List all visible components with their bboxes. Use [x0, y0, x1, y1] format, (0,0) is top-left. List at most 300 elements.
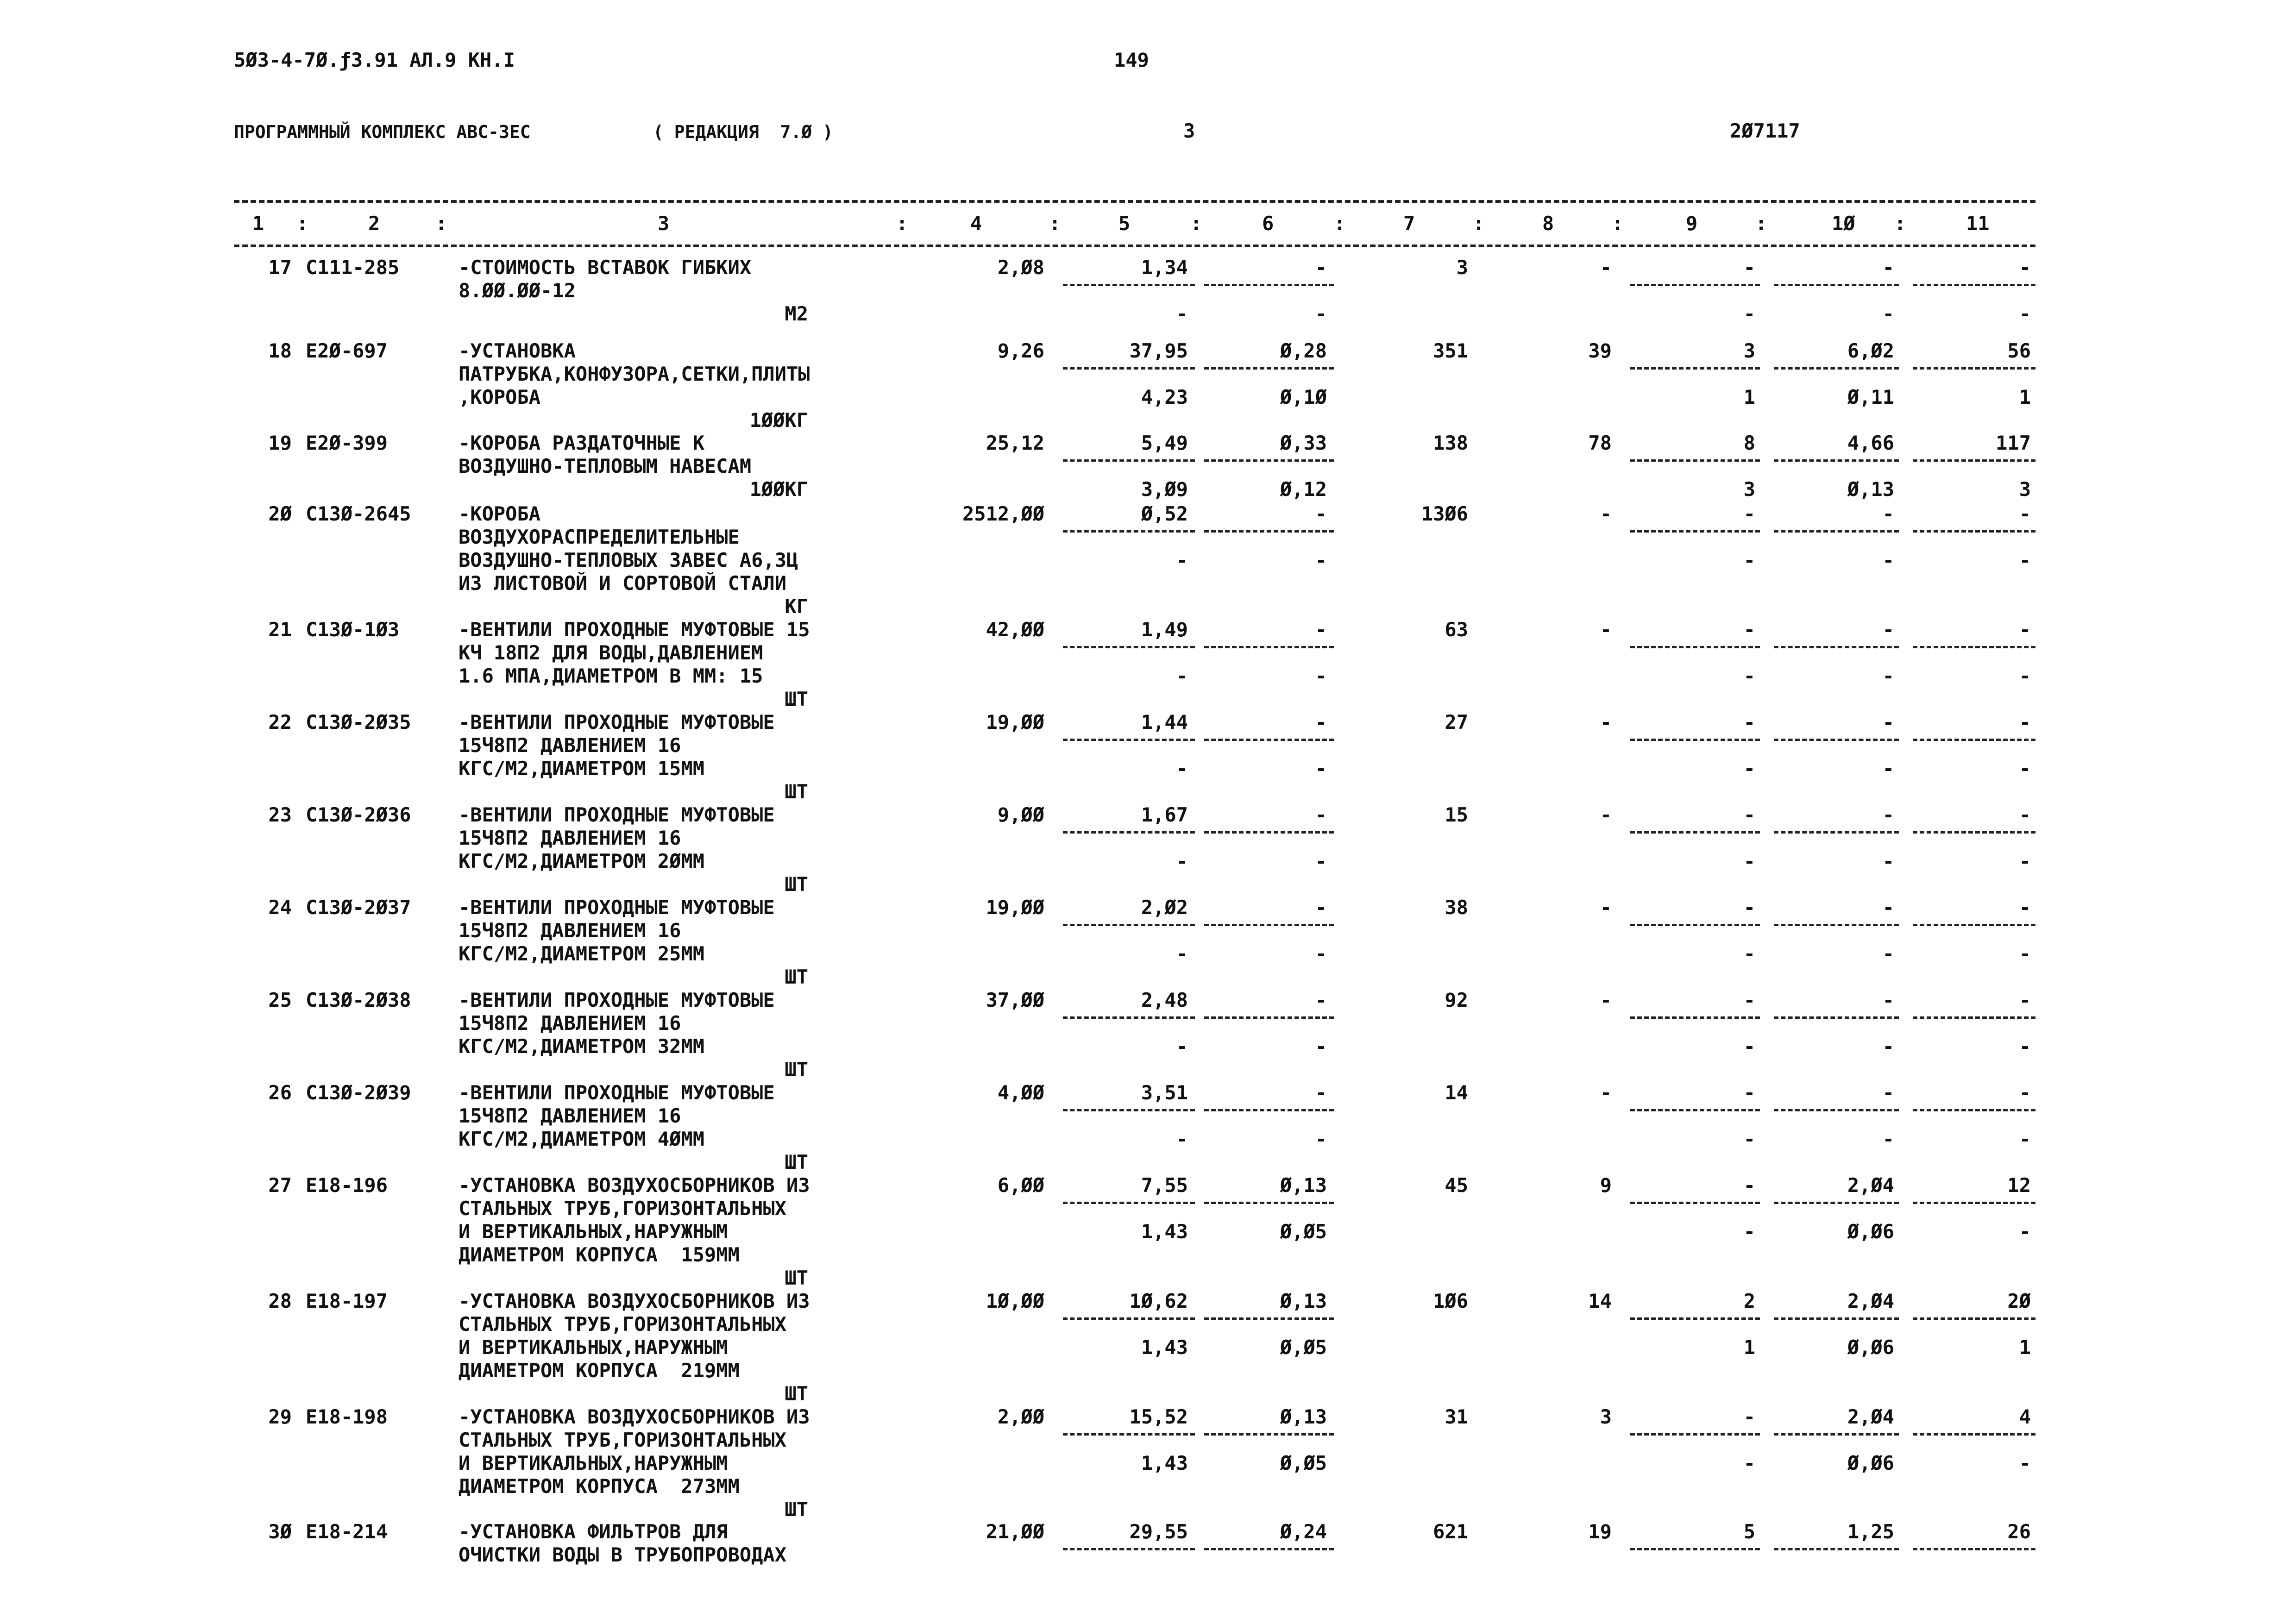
cell-subdivider	[1774, 459, 1899, 462]
row-number: 2Ø	[268, 502, 292, 525]
unit-cost-cell: 5,49	[1141, 432, 1188, 454]
operation-cost-cell: -	[1743, 618, 1755, 641]
unit-cost-cell: 2,48	[1141, 989, 1188, 1011]
unit-cost-cell: Ø,52	[1141, 502, 1188, 525]
description-line: ПАТРУБКА,КОНФУЗОРА,СЕТКИ,ПЛИТЫ	[459, 363, 810, 385]
unit-of-measure: ШТ	[785, 873, 808, 896]
description-line: ИЗ ЛИСТОВОЙ И СОРТОВОЙ СТАЛИ	[459, 572, 787, 595]
labor-machinist-cell: Ø,13	[1847, 478, 1894, 501]
labor-machinist-cell: -	[1882, 757, 1894, 780]
labor-total-cell: -	[2019, 896, 2031, 919]
row-number: 23	[268, 803, 292, 826]
description-line: СТАЛЬНЫХ ТРУБ,ГОРИЗОНТАЛЬНЫХ	[459, 1197, 787, 1220]
unit-cost-wage-cell: 1,43	[1141, 1220, 1188, 1243]
resource-code: С13Ø-2645	[306, 502, 411, 525]
row-number: 27	[268, 1174, 292, 1197]
cell-subdivider	[1774, 1433, 1899, 1436]
labor-unit-cell: -	[1882, 1081, 1894, 1104]
cell-subdivider	[1774, 367, 1899, 370]
wages-cell: -	[1600, 711, 1612, 734]
cell-subdivider	[1063, 459, 1195, 462]
operation-cost-cell: -	[1743, 989, 1755, 1011]
cell-subdivider	[1913, 1317, 2035, 1320]
operation-wage-cell: -	[1743, 549, 1755, 571]
machine-wage-cell: Ø,Ø5	[1280, 1336, 1327, 1359]
description-line: -КОРОБА РАЗДАТОЧНЫЕ К	[459, 432, 705, 454]
labor-total-cell: 4	[2019, 1405, 2031, 1428]
labor-total-cell: -	[2019, 711, 2031, 734]
labor-total-cell: -	[2019, 989, 2031, 1011]
operation-cost-cell: 2	[1743, 1290, 1755, 1312]
labor-total-cell: -	[2019, 1081, 2031, 1104]
machine-wage-cell: -	[1315, 1035, 1327, 1058]
unit-of-measure: 1ØØКГ	[749, 478, 808, 501]
labor-machinist-total-cell: -	[2019, 549, 2031, 571]
description-line: ,КОРОБА	[459, 386, 541, 408]
cell-subdivider	[1204, 924, 1334, 926]
description-line: -ВЕНТИЛИ ПРОХОДНЫЕ МУФТОВЫЕ	[459, 1081, 775, 1104]
row-number: 18	[268, 339, 292, 362]
description-line: КГС/М2,ДИАМЕТРОМ 2ØММ	[459, 850, 705, 872]
unit-cost-cell: 1,44	[1141, 711, 1188, 734]
operation-cost-cell: -	[1743, 256, 1755, 279]
quantity-cell: 19,ØØ	[986, 711, 1044, 734]
cell-subdivider	[1774, 1317, 1899, 1320]
wages-cell: 39	[1588, 339, 1612, 362]
unit-cost-wage-cell: -	[1176, 1128, 1188, 1150]
unit-cost-wage-cell: -	[1176, 665, 1188, 687]
wages-cell: -	[1600, 618, 1612, 641]
cell-subdivider	[1204, 459, 1334, 462]
machine-cost-cell: Ø,33	[1280, 432, 1327, 454]
description-line: -УСТАНОВКА ВОЗДУХОСБОРНИКОВ ИЗ	[459, 1290, 810, 1312]
labor-unit-cell: -	[1882, 618, 1894, 641]
machine-cost-cell: Ø,24	[1280, 1520, 1327, 1543]
resource-code: С13Ø-2Ø38	[306, 989, 411, 1011]
unit-cost-cell: 2,Ø2	[1141, 896, 1188, 919]
description-line: 8.ØØ.ØØ-12	[459, 279, 576, 302]
cell-subdivider	[1913, 831, 2035, 834]
cell-subdivider	[1774, 1202, 1899, 1204]
operation-wage-cell: -	[1743, 942, 1755, 965]
cell-subdivider	[1630, 530, 1760, 533]
column-number: 4	[970, 212, 982, 235]
program-edition: ( РЕДАКЦИЯ 7.Ø )	[653, 122, 833, 142]
cell-subdivider	[1913, 1433, 2035, 1436]
row-number: 21	[268, 618, 292, 641]
machine-wage-cell: Ø,Ø5	[1280, 1452, 1327, 1474]
unit-cost-wage-cell: -	[1176, 549, 1188, 571]
total-cost-cell: 351	[1433, 339, 1468, 362]
resource-code: С111-285	[306, 256, 400, 279]
description-line: -КОРОБА	[459, 502, 541, 525]
description-line: 15Ч8П2 ДАВЛЕНИЕМ 16	[459, 1012, 681, 1035]
resource-code: С13Ø-2Ø35	[306, 711, 411, 734]
operation-cost-cell: -	[1743, 1081, 1755, 1104]
unit-of-measure: М2	[785, 302, 808, 325]
total-cost-cell: 63	[1445, 618, 1468, 641]
unit-cost-wage-cell: 1,43	[1141, 1336, 1188, 1359]
unit-of-measure: ШТ	[785, 1498, 808, 1521]
cell-subdivider	[1063, 924, 1195, 926]
total-cost-cell: 45	[1445, 1174, 1468, 1197]
program-title: ПРОГРАММНЫЙ КОМПЛЕКС АВС-3ЕС	[234, 122, 531, 142]
total-cost-cell: 38	[1445, 896, 1468, 919]
labor-unit-cell: -	[1882, 803, 1894, 826]
labor-unit-cell: 2,Ø4	[1847, 1174, 1894, 1197]
resource-code: Е18-197	[306, 1290, 388, 1312]
description-line: -СТОИМОСТЬ ВСТАВОК ГИБКИХ	[459, 256, 752, 279]
description-line: -УСТАНОВКА ВОЗДУХОСБОРНИКОВ ИЗ	[459, 1405, 810, 1428]
resource-code: Е18-214	[306, 1520, 388, 1543]
cell-subdivider	[1630, 284, 1760, 286]
unit-cost-cell: 15,52	[1129, 1405, 1188, 1428]
labor-machinist-total-cell: -	[2019, 665, 2031, 687]
unit-of-measure: ШТ	[785, 780, 808, 803]
column-separator: :	[1334, 212, 1346, 235]
column-number: 5	[1118, 212, 1131, 235]
machine-wage-cell: -	[1315, 302, 1327, 325]
description-line: КГС/М2,ДИАМЕТРОМ 32ММ	[459, 1035, 705, 1058]
machine-cost-cell: -	[1315, 711, 1327, 734]
operation-cost-cell: -	[1743, 1405, 1755, 1428]
column-number: 7	[1403, 212, 1415, 235]
cell-subdivider	[1630, 739, 1760, 741]
total-cost-cell: 13Ø6	[1421, 502, 1468, 525]
sheet-number: 3	[1183, 119, 1195, 142]
cell-subdivider	[1913, 1016, 2035, 1019]
operation-cost-cell: 3	[1743, 339, 1755, 362]
cell-subdivider	[1774, 530, 1899, 533]
unit-cost-cell: 37,95	[1129, 339, 1188, 362]
labor-total-cell: 117	[1996, 432, 2031, 454]
machine-cost-cell: -	[1315, 803, 1327, 826]
operation-wage-cell: 1	[1743, 386, 1755, 408]
unit-cost-cell: 1,67	[1141, 803, 1188, 826]
description-line: СТАЛЬНЫХ ТРУБ,ГОРИЗОНТАЛЬНЫХ	[459, 1313, 787, 1336]
unit-cost-cell: 1Ø,62	[1129, 1290, 1188, 1312]
labor-machinist-cell: -	[1882, 1035, 1894, 1058]
resource-code: Е18-198	[306, 1405, 388, 1428]
labor-machinist-total-cell: -	[2019, 1128, 2031, 1150]
machine-cost-cell: Ø,28	[1280, 339, 1327, 362]
labor-machinist-total-cell: -	[2019, 757, 2031, 780]
cell-subdivider	[1774, 284, 1899, 286]
cell-subdivider	[1063, 739, 1195, 741]
cell-subdivider	[1630, 831, 1760, 834]
column-separator: :	[435, 212, 447, 235]
labor-machinist-cell: -	[1882, 942, 1894, 965]
wages-cell: -	[1600, 502, 1612, 525]
labor-total-cell: 56	[2007, 339, 2031, 362]
machine-wage-cell: -	[1315, 665, 1327, 687]
wages-cell: -	[1600, 989, 1612, 1011]
operation-cost-cell: 8	[1743, 432, 1755, 454]
quantity-cell: 4,ØØ	[997, 1081, 1044, 1104]
description-line: -УСТАНОВКА ВОЗДУХОСБОРНИКОВ ИЗ	[459, 1174, 810, 1197]
unit-cost-cell: 1,49	[1141, 618, 1188, 641]
column-number: 1	[252, 212, 264, 235]
cell-subdivider	[1630, 1433, 1760, 1436]
cell-subdivider	[1204, 739, 1334, 741]
unit-cost-cell: 7,55	[1141, 1174, 1188, 1197]
unit-of-measure: КГ	[785, 595, 808, 618]
description-line: 15Ч8П2 ДАВЛЕНИЕМ 16	[459, 734, 681, 757]
operation-wage-cell: -	[1743, 1128, 1755, 1150]
row-number: 3Ø	[268, 1520, 292, 1543]
cell-subdivider	[1913, 284, 2035, 286]
unit-of-measure: ШТ	[785, 1058, 808, 1081]
cell-subdivider	[1204, 1109, 1334, 1111]
column-number: 3	[658, 212, 670, 235]
cell-subdivider	[1774, 1016, 1899, 1019]
total-cost-cell: 138	[1433, 432, 1468, 454]
description-line: -УСТАНОВКА ФИЛЬТРОВ ДЛЯ	[459, 1520, 728, 1543]
machine-wage-cell: -	[1315, 757, 1327, 780]
machine-cost-cell: Ø,13	[1280, 1405, 1327, 1428]
unit-cost-cell: 1,34	[1141, 256, 1188, 279]
cell-subdivider	[1630, 1016, 1760, 1019]
cell-subdivider	[1204, 1433, 1334, 1436]
wages-cell: 78	[1588, 432, 1612, 454]
quantity-cell: 25,12	[986, 432, 1044, 454]
labor-machinist-total-cell: 1	[2019, 1336, 2031, 1359]
labor-machinist-total-cell: 3	[2019, 478, 2031, 501]
total-cost-cell: 92	[1445, 989, 1468, 1011]
labor-total-cell: -	[2019, 618, 2031, 641]
description-line: СТАЛЬНЫХ ТРУБ,ГОРИЗОНТАЛЬНЫХ	[459, 1429, 787, 1451]
description-line: -ВЕНТИЛИ ПРОХОДНЫЕ МУФТОВЫЕ	[459, 803, 775, 826]
resource-code: Е2Ø-399	[306, 432, 388, 454]
labor-machinist-total-cell: -	[2019, 1452, 2031, 1474]
cell-subdivider	[1630, 1109, 1760, 1111]
resource-code: Е2Ø-697	[306, 339, 388, 362]
unit-cost-wage-cell: 3,Ø9	[1141, 478, 1188, 501]
operation-wage-cell: -	[1743, 1035, 1755, 1058]
cell-subdivider	[1630, 1317, 1760, 1320]
cell-subdivider	[1204, 1016, 1334, 1019]
quantity-cell: 2,ØØ	[997, 1405, 1044, 1428]
quantity-cell: 6,ØØ	[997, 1174, 1044, 1197]
labor-total-cell: 2Ø	[2007, 1290, 2031, 1312]
total-cost-cell: 621	[1433, 1520, 1468, 1543]
description-line: -ВЕНТИЛИ ПРОХОДНЫЕ МУФТОВЫЕ	[459, 711, 775, 734]
cell-subdivider	[1063, 530, 1195, 533]
wages-cell: -	[1600, 896, 1612, 919]
cell-subdivider	[1204, 831, 1334, 834]
cell-subdivider	[1774, 739, 1899, 741]
cell-subdivider	[1204, 1317, 1334, 1320]
resource-code: С13Ø-1Ø3	[306, 618, 400, 641]
column-number: 6	[1262, 212, 1274, 235]
description-line: 1.6 МПА,ДИАМЕТРОМ В ММ: 15	[459, 665, 763, 687]
page-number: 149	[1114, 49, 1149, 71]
cell-subdivider	[1630, 646, 1760, 648]
quantity-cell: 2512,ØØ	[962, 502, 1044, 525]
operation-cost-cell: -	[1743, 711, 1755, 734]
row-number: 22	[268, 711, 292, 734]
total-cost-cell: 27	[1445, 711, 1468, 734]
description-line: -ВЕНТИЛИ ПРОХОДНЫЕ МУФТОВЫЕ 15	[459, 618, 810, 641]
description-line: ВОЗДУШНО-ТЕПЛОВЫХ ЗАВЕС А6,3Ц	[459, 549, 798, 571]
unit-cost-cell: 3,51	[1141, 1081, 1188, 1104]
wages-cell: -	[1600, 803, 1612, 826]
quantity-cell: 42,ØØ	[986, 618, 1044, 641]
operation-wage-cell: -	[1743, 757, 1755, 780]
wages-cell: -	[1600, 256, 1612, 279]
column-number: 9	[1686, 212, 1698, 235]
labor-total-cell: -	[2019, 803, 2031, 826]
operation-cost-cell: 5	[1743, 1520, 1755, 1543]
row-number: 26	[268, 1081, 292, 1104]
unit-of-measure: ШТ	[785, 1382, 808, 1405]
unit-cost-wage-cell: 4,23	[1141, 386, 1188, 408]
cell-subdivider	[1630, 459, 1760, 462]
description-line: ДИАМЕТРОМ КОРПУСА 219ММ	[459, 1359, 740, 1382]
document-id: 2Ø7117	[1730, 119, 1800, 142]
operation-wage-cell: -	[1743, 1452, 1755, 1474]
description-line: ОЧИСТКИ ВОДЫ В ТРУБОПРОВОДАХ	[459, 1543, 787, 1566]
cell-subdivider	[1913, 1109, 2035, 1111]
labor-unit-cell: -	[1882, 502, 1894, 525]
machine-wage-cell: -	[1315, 549, 1327, 571]
cell-subdivider	[1913, 459, 2035, 462]
cell-subdivider	[1913, 367, 2035, 370]
machine-wage-cell: -	[1315, 1128, 1327, 1150]
labor-machinist-total-cell: -	[2019, 302, 2031, 325]
operation-cost-cell: -	[1743, 1174, 1755, 1197]
labor-machinist-cell: -	[1882, 302, 1894, 325]
description-line: КЧ 18П2 ДЛЯ ВОДЫ,ДАВЛЕНИЕМ	[459, 641, 763, 664]
unit-of-measure: 1ØØКГ	[749, 409, 808, 432]
quantity-cell: 21,ØØ	[986, 1520, 1044, 1543]
cell-subdivider	[1630, 1202, 1760, 1204]
labor-machinist-total-cell: -	[2019, 1220, 2031, 1243]
cell-subdivider	[1630, 1548, 1760, 1550]
labor-unit-cell: 4,66	[1847, 432, 1894, 454]
cell-subdivider	[1063, 284, 1195, 286]
column-separator: :	[1612, 212, 1624, 235]
labor-machinist-total-cell: -	[2019, 1035, 2031, 1058]
description-line: 15Ч8П2 ДАВЛЕНИЕМ 16	[459, 827, 681, 849]
quantity-cell: 19,ØØ	[986, 896, 1044, 919]
labor-unit-cell: 2,Ø4	[1847, 1405, 1894, 1428]
description-line: ДИАМЕТРОМ КОРПУСА 273ММ	[459, 1475, 740, 1498]
row-number: 28	[268, 1290, 292, 1312]
labor-machinist-cell: -	[1882, 850, 1894, 872]
machine-cost-cell: -	[1315, 896, 1327, 919]
machine-wage-cell: Ø,1Ø	[1280, 386, 1327, 408]
machine-cost-cell: -	[1315, 1081, 1327, 1104]
cell-subdivider	[1063, 1109, 1195, 1111]
machine-wage-cell: -	[1315, 850, 1327, 872]
row-number: 29	[268, 1405, 292, 1428]
wages-cell: 14	[1588, 1290, 1612, 1312]
resource-code: С13Ø-2Ø36	[306, 803, 411, 826]
machine-cost-cell: -	[1315, 256, 1327, 279]
unit-cost-wage-cell: 1,43	[1141, 1452, 1188, 1474]
quantity-cell: 9,ØØ	[997, 803, 1044, 826]
cell-subdivider	[1063, 1317, 1195, 1320]
labor-total-cell: 12	[2007, 1174, 2031, 1197]
description-line: И ВЕРТИКАЛЬНЫХ,НАРУЖНЫМ	[459, 1452, 728, 1474]
total-cost-cell: 3	[1456, 256, 1468, 279]
cell-subdivider	[1774, 1548, 1899, 1550]
quantity-cell: 1Ø,ØØ	[986, 1290, 1044, 1312]
total-cost-cell: 14	[1445, 1081, 1468, 1104]
labor-total-cell: 26	[2007, 1520, 2031, 1543]
cell-subdivider	[1204, 367, 1334, 370]
description-line: КГС/М2,ДИАМЕТРОМ 25ММ	[459, 942, 705, 965]
row-number: 17	[268, 256, 292, 279]
resource-code: Е18-196	[306, 1174, 388, 1197]
cell-subdivider	[1204, 1548, 1334, 1550]
total-cost-cell: 15	[1445, 803, 1468, 826]
cell-subdivider	[1063, 1016, 1195, 1019]
description-line: ВОЗДУХОРАСПРЕДЕЛИТЕЛЬНЫЕ	[459, 526, 740, 548]
column-separator: :	[1190, 212, 1202, 235]
cell-subdivider	[1063, 831, 1195, 834]
description-line: И ВЕРТИКАЛЬНЫХ,НАРУЖНЫМ	[459, 1336, 728, 1359]
labor-machinist-total-cell: 1	[2019, 386, 2031, 408]
labor-unit-cell: -	[1882, 256, 1894, 279]
quantity-cell: 9,26	[997, 339, 1044, 362]
column-number: 8	[1542, 212, 1554, 235]
cell-subdivider	[1630, 367, 1760, 370]
unit-of-measure: ШТ	[785, 1267, 808, 1289]
description-line: КГС/М2,ДИАМЕТРОМ 15ММ	[459, 757, 705, 780]
total-cost-cell: 1Ø6	[1433, 1290, 1468, 1312]
resource-code: С13Ø-2Ø37	[306, 896, 411, 919]
operation-wage-cell: 3	[1743, 478, 1755, 501]
column-number: 1Ø	[1832, 212, 1855, 235]
labor-machinist-total-cell: -	[2019, 850, 2031, 872]
labor-machinist-total-cell: -	[2019, 942, 2031, 965]
column-separator: :	[1473, 212, 1485, 235]
description-line: ДИАМЕТРОМ КОРПУСА 159ММ	[459, 1243, 740, 1266]
quantity-cell: 2,Ø8	[997, 256, 1044, 279]
operation-wage-cell: -	[1743, 1220, 1755, 1243]
cell-subdivider	[1204, 284, 1334, 286]
machine-wage-cell: -	[1315, 942, 1327, 965]
cell-subdivider	[1913, 530, 2035, 533]
cell-subdivider	[1774, 1109, 1899, 1111]
labor-machinist-cell: Ø,Ø6	[1847, 1452, 1894, 1474]
column-separator: :	[1755, 212, 1767, 235]
labor-unit-cell: -	[1882, 711, 1894, 734]
unit-cost-wage-cell: -	[1176, 302, 1188, 325]
row-number: 24	[268, 896, 292, 919]
cell-subdivider	[1204, 530, 1334, 533]
cell-subdivider	[1063, 1433, 1195, 1436]
labor-machinist-cell: Ø,Ø6	[1847, 1220, 1894, 1243]
column-separator: :	[1049, 212, 1061, 235]
cell-subdivider	[1063, 367, 1195, 370]
labor-machinist-cell: -	[1882, 549, 1894, 571]
column-number: 2	[368, 212, 380, 235]
cell-subdivider	[1774, 831, 1899, 834]
cell-subdivider	[1774, 646, 1899, 648]
operation-cost-cell: -	[1743, 896, 1755, 919]
machine-wage-cell: Ø,12	[1280, 478, 1327, 501]
wages-cell: 9	[1600, 1174, 1612, 1197]
unit-cost-wage-cell: -	[1176, 1035, 1188, 1058]
description-line: 15Ч8П2 ДАВЛЕНИЕМ 16	[459, 1104, 681, 1127]
unit-cost-wage-cell: -	[1176, 757, 1188, 780]
cell-subdivider	[1913, 1202, 2035, 1204]
cell-subdivider	[1913, 924, 2035, 926]
machine-cost-cell: Ø,13	[1280, 1290, 1327, 1312]
